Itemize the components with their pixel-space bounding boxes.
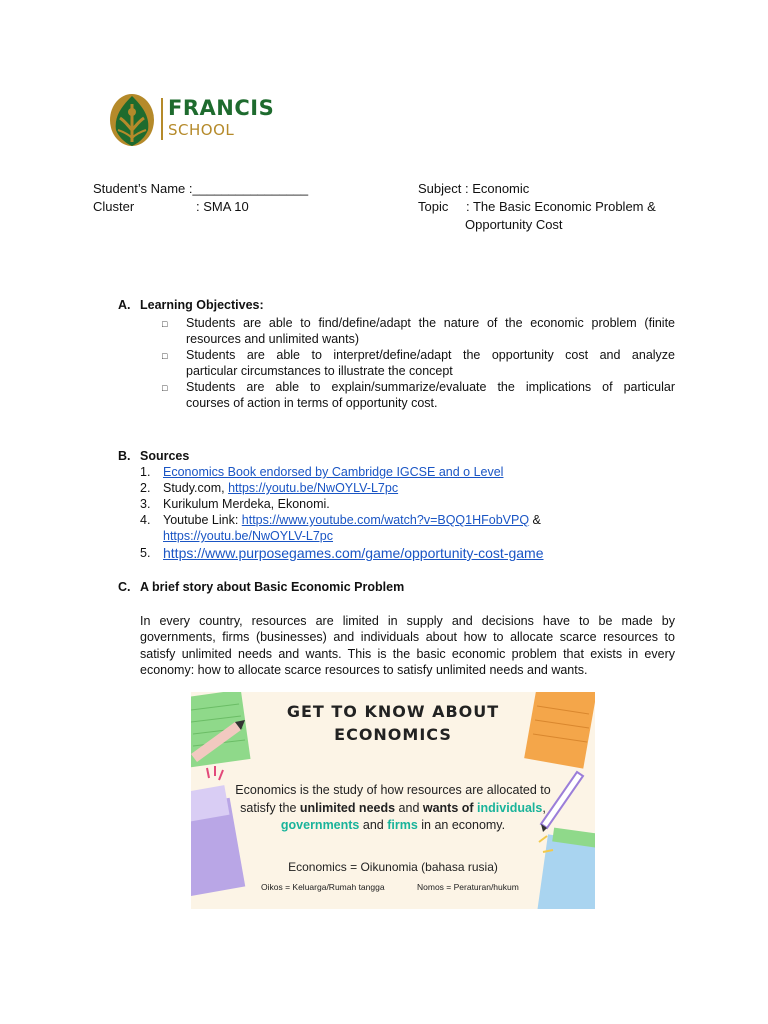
highlight-unlimited-needs: unlimited needs [299,801,396,815]
source-link-purposegames[interactable]: https://www.purposegames.com/game/opportunity-cost-game [163,545,544,561]
topic-value-line2: Opportunity Cost [465,217,563,232]
text-segment: and [359,818,388,832]
highlight-individuals: individuals [477,801,543,815]
infographic-title-line2: ECONOMICS [334,725,452,744]
objective-line1: Students are able to interpret/define/adapt the opportunity cost and analyze [186,348,675,362]
logo-word-school: SCHOOL [168,121,235,139]
objective-list [162,315,675,411]
infographic-definition-line2 [191,801,595,815]
source-item [163,513,541,527]
infographic-formula: Economics = Oikunomia (bahasa rusia) [288,860,498,874]
cluster-label: Cluster [93,199,135,214]
list-item [162,315,675,347]
objective-line2: courses of action in terms of opportunity cost. [186,396,438,410]
square-bullet-icon: □ [162,319,168,329]
infographic-title-line1: GET TO KNOW ABOUT [286,702,500,721]
square-bullet-icon: □ [162,383,168,393]
paragraph-line: governments, firms (businesses) and individuals about how to allocate scarce resources to [140,630,675,645]
infographic-definition-line1: Economics is the study of how resources are allocated to [235,783,551,797]
paragraph-line: economy: how to allocate scarce resources to satisfy unlimited needs and wants. [140,662,588,677]
topic-label: Topic [418,199,449,214]
student-name-label: Student’s Name :________________ [93,181,309,196]
section-a-letter: A. [118,298,131,312]
source-number: 4. [140,513,151,527]
objective-line1: Students are able to find/define/adapt the nature of the economic problem (finite [186,316,675,330]
section-c-letter: C. [118,580,131,594]
logo-word-francis: FRANCIS [168,96,275,120]
source-link-youtube[interactable]: https://www.youtube.com/watch?v=BQQ1HFobVPQ [241,513,530,527]
school-logo [104,90,275,148]
source-number: 1. [140,465,151,479]
text-segment: satisfy the [240,801,300,815]
text-segment: , [542,801,546,815]
objective-line2: particular circumstances to illustrate the concept [186,364,453,378]
highlight-wants-of: wants of [422,801,478,815]
source-text: Study.com, [163,481,229,495]
text-segment: in an economy. [417,818,506,832]
economics-infographic [191,692,595,909]
source-number: 3. [140,497,151,511]
objective-line1: Students are able to explain/summarize/evaluate the implications of particular [186,380,675,394]
infographic-definition-line3 [191,818,595,832]
subject-label: Subject : Economic [418,181,530,196]
square-bullet-icon: □ [162,351,168,361]
source-link-youtu-be[interactable]: https://youtu.be/NwOYLV-L7pc [163,529,334,543]
highlight-governments: governments [280,818,360,832]
highlight-firms: firms [387,818,418,832]
objective-line2: resources and unlimited wants) [186,332,359,346]
paragraph-line: In every country, resources are limited in supply and decisions have to be made by [140,614,675,628]
source-text: Kurikulum Merdeka, Ekonomi. [163,497,330,511]
cluster-value: : SMA 10 [196,199,249,214]
story-paragraph [140,613,675,678]
source-number: 2. [140,481,151,495]
infographic-oikos: Oikos = Keluarga/Rumah tangga [261,882,385,892]
logo-divider [161,98,163,140]
paragraph-line: satisfy unlimited needs and wants. This is the basic economic problem that exists in every [140,646,675,661]
source-text: Youtube Link: [163,513,242,527]
source-item [163,481,398,495]
section-b-title: Sources [140,449,190,463]
list-item [162,379,675,411]
text-segment: and [395,801,423,815]
infographic-nomos: Nomos = Peraturan/hukum [417,882,519,892]
section-a-title: Learning Objectives: [140,298,264,312]
source-ampersand: & [529,513,541,527]
section-c-title: A brief story about Basic Economic Problem [140,580,405,594]
source-number: 5. [140,546,151,560]
topic-value-line1: : The Basic Economic Problem & [466,199,656,214]
list-item [162,347,675,379]
leaf-emblem-icon [104,90,160,148]
source-link-economics-book[interactable]: Economics Book endorsed by Cambridge IGCSE and o Level [163,465,504,479]
source-link-study[interactable]: https://youtu.be/NwOYLV-L7pc [228,481,399,495]
section-b-letter: B. [118,449,131,463]
